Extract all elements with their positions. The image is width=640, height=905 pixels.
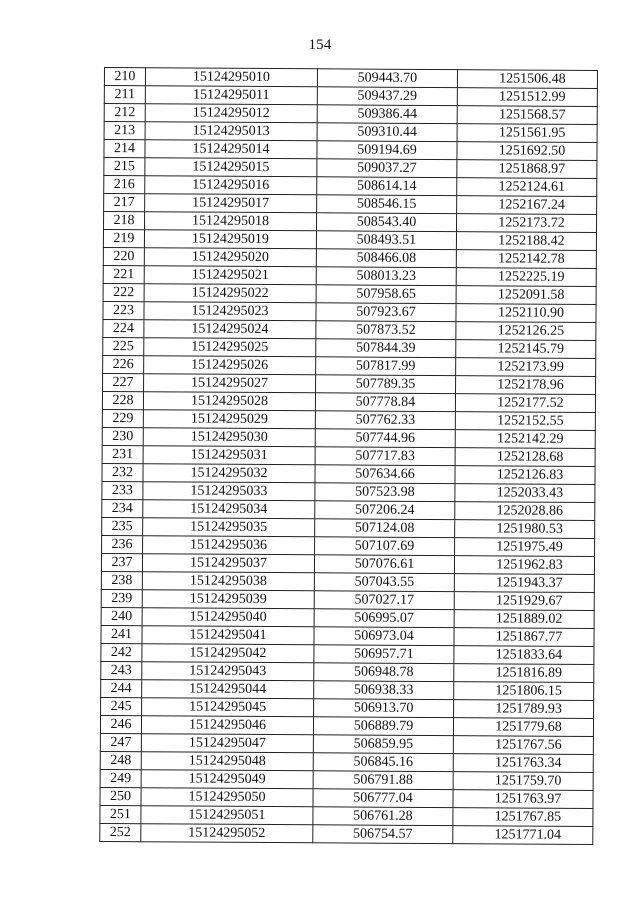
point-code-cell: 15124295018 xyxy=(145,212,317,231)
x-coordinate-cell: 509310.44 xyxy=(317,123,457,142)
y-coordinate-cell: 1251962.83 xyxy=(454,556,594,575)
point-number-cell: 235 xyxy=(102,517,143,535)
x-coordinate-cell: 507634.66 xyxy=(315,465,455,484)
x-coordinate-cell: 509386.44 xyxy=(317,105,457,124)
coordinates-table xyxy=(99,67,598,845)
x-coordinate-cell: 507844.39 xyxy=(316,339,456,358)
x-coordinate-cell: 508493.51 xyxy=(316,231,456,250)
x-coordinate-cell: 507778.84 xyxy=(315,393,455,412)
x-coordinate-cell: 506938.33 xyxy=(314,681,454,700)
y-coordinate-cell: 1251759.70 xyxy=(453,772,593,791)
point-number-cell: 236 xyxy=(102,535,143,553)
y-coordinate-cell: 1252028.86 xyxy=(455,502,595,521)
point-code-cell: 15124295016 xyxy=(145,176,317,195)
y-coordinate-cell: 1251867.77 xyxy=(454,628,594,647)
point-number-cell: 250 xyxy=(100,787,141,805)
y-coordinate-cell: 1252152.55 xyxy=(455,412,595,431)
x-coordinate-cell: 506777.04 xyxy=(313,789,453,808)
y-coordinate-cell: 1252145.79 xyxy=(456,340,596,359)
x-coordinate-cell: 509437.29 xyxy=(317,87,457,106)
point-code-cell: 15124295011 xyxy=(145,86,317,105)
point-code-cell: 15124295023 xyxy=(144,302,316,321)
y-coordinate-cell: 1251868.97 xyxy=(457,160,597,179)
y-coordinate-cell: 1251767.56 xyxy=(453,736,593,755)
y-coordinate-cell: 1252142.29 xyxy=(455,430,595,449)
y-coordinate-cell: 1251816.89 xyxy=(454,664,594,683)
y-coordinate-cell: 1252128.68 xyxy=(455,448,595,467)
point-code-cell: 15124295036 xyxy=(143,536,315,555)
x-coordinate-cell: 507206.24 xyxy=(315,501,455,520)
y-coordinate-cell: 1251561.95 xyxy=(457,124,597,143)
point-number-cell: 232 xyxy=(102,463,143,481)
point-number-cell: 225 xyxy=(103,337,144,355)
point-number-cell: 219 xyxy=(103,230,144,248)
point-code-cell: 15124295034 xyxy=(143,500,315,519)
page-number: 154 xyxy=(308,37,332,53)
point-number-cell: 217 xyxy=(104,194,145,212)
point-number-cell: 243 xyxy=(101,661,142,679)
y-coordinate-cell: 1251806.15 xyxy=(454,682,594,701)
y-coordinate-cell: 1251568.57 xyxy=(457,106,597,125)
x-coordinate-cell: 508466.08 xyxy=(316,249,456,268)
y-coordinate-cell: 1251975.49 xyxy=(455,538,595,557)
point-code-cell: 15124295052 xyxy=(141,824,313,843)
x-coordinate-cell: 506845.16 xyxy=(313,753,453,772)
x-coordinate-cell: 506761.28 xyxy=(313,807,453,826)
point-number-cell: 216 xyxy=(104,176,145,194)
y-coordinate-cell: 1252177.52 xyxy=(455,394,595,413)
point-number-cell: 229 xyxy=(102,409,143,427)
point-code-cell: 15124295035 xyxy=(143,518,315,537)
point-number-cell: 214 xyxy=(104,140,145,158)
x-coordinate-cell: 507076.61 xyxy=(314,555,454,574)
point-code-cell: 15124295012 xyxy=(145,104,317,123)
x-coordinate-cell: 506948.78 xyxy=(314,663,454,682)
point-number-cell: 227 xyxy=(103,373,144,391)
point-code-cell: 15124295031 xyxy=(143,446,315,465)
point-number-cell: 233 xyxy=(102,481,143,499)
x-coordinate-cell: 506859.95 xyxy=(313,735,453,754)
x-coordinate-cell: 508614.14 xyxy=(317,177,457,196)
y-coordinate-cell: 1251789.93 xyxy=(454,700,594,719)
y-coordinate-cell: 1251889.02 xyxy=(454,610,594,629)
point-code-cell: 15124295010 xyxy=(145,68,317,87)
point-number-cell: 244 xyxy=(101,679,142,697)
point-number-cell: 220 xyxy=(103,247,144,265)
point-code-cell: 15124295045 xyxy=(142,698,314,717)
x-coordinate-cell: 507523.98 xyxy=(315,483,455,502)
point-code-cell: 15124295029 xyxy=(143,410,315,429)
point-number-cell: 215 xyxy=(104,158,145,176)
point-code-cell: 15124295024 xyxy=(144,320,316,339)
point-code-cell: 15124295015 xyxy=(145,158,317,177)
point-number-cell: 231 xyxy=(102,445,143,463)
point-code-cell: 15124295040 xyxy=(142,608,314,627)
y-coordinate-cell: 1252126.83 xyxy=(455,466,595,485)
y-coordinate-cell: 1252033.43 xyxy=(455,484,595,503)
y-coordinate-cell: 1252178.96 xyxy=(456,376,596,395)
point-number-cell: 248 xyxy=(100,751,141,769)
x-coordinate-cell: 506995.07 xyxy=(314,609,454,628)
point-number-cell: 252 xyxy=(100,823,141,841)
x-coordinate-cell: 507817.99 xyxy=(316,357,456,376)
point-number-cell: 238 xyxy=(101,571,142,589)
point-number-cell: 218 xyxy=(104,212,145,230)
y-coordinate-cell: 1252173.99 xyxy=(456,358,596,377)
point-code-cell: 15124295042 xyxy=(142,644,314,663)
y-coordinate-cell: 1251771.04 xyxy=(453,826,593,845)
point-code-cell: 15124295050 xyxy=(141,788,313,807)
point-number-cell: 226 xyxy=(103,355,144,373)
point-number-cell: 241 xyxy=(101,625,142,643)
x-coordinate-cell: 509443.70 xyxy=(317,69,457,88)
point-code-cell: 15124295030 xyxy=(143,428,315,447)
point-number-cell: 213 xyxy=(104,122,145,140)
point-code-cell: 15124295017 xyxy=(145,194,317,213)
y-coordinate-cell: 1252188.42 xyxy=(456,232,596,251)
y-coordinate-cell: 1251692.50 xyxy=(457,142,597,161)
x-coordinate-cell: 507717.83 xyxy=(315,447,455,466)
point-number-cell: 230 xyxy=(102,427,143,445)
y-coordinate-cell: 1251763.34 xyxy=(453,754,593,773)
point-number-cell: 242 xyxy=(101,643,142,661)
point-code-cell: 15124295047 xyxy=(141,734,313,753)
y-coordinate-cell: 1252225.19 xyxy=(456,268,596,287)
point-number-cell: 239 xyxy=(101,589,142,607)
point-code-cell: 15124295041 xyxy=(142,626,314,645)
point-number-cell: 237 xyxy=(101,553,142,571)
x-coordinate-cell: 507107.69 xyxy=(315,537,455,556)
point-code-cell: 15124295027 xyxy=(144,374,316,393)
y-coordinate-cell: 1251767.85 xyxy=(453,808,593,827)
x-coordinate-cell: 506791.88 xyxy=(313,771,453,790)
point-number-cell: 247 xyxy=(100,733,141,751)
table-body xyxy=(100,68,598,845)
y-coordinate-cell: 1252124.61 xyxy=(457,178,597,197)
point-code-cell: 15124295013 xyxy=(145,122,317,141)
point-number-cell: 211 xyxy=(104,86,145,104)
x-coordinate-cell: 508546.15 xyxy=(317,195,457,214)
y-coordinate-cell: 1252091.58 xyxy=(456,286,596,305)
x-coordinate-cell: 507958.65 xyxy=(316,285,456,304)
x-coordinate-cell: 507789.35 xyxy=(316,375,456,394)
point-code-cell: 15124295014 xyxy=(145,140,317,159)
x-coordinate-cell: 506957.71 xyxy=(314,645,454,664)
point-code-cell: 15124295044 xyxy=(142,680,314,699)
x-coordinate-cell: 506913.70 xyxy=(314,699,454,718)
point-number-cell: 246 xyxy=(100,715,141,733)
point-number-cell: 224 xyxy=(103,319,144,337)
y-coordinate-cell: 1252110.90 xyxy=(456,304,596,323)
point-number-cell: 221 xyxy=(103,265,144,283)
x-coordinate-cell: 507873.52 xyxy=(316,321,456,340)
point-number-cell: 212 xyxy=(104,104,145,122)
x-coordinate-cell: 507762.33 xyxy=(315,411,455,430)
x-coordinate-cell: 506973.04 xyxy=(314,627,454,646)
y-coordinate-cell: 1251763.97 xyxy=(453,790,593,809)
y-coordinate-cell: 1252126.25 xyxy=(456,322,596,341)
point-code-cell: 15124295020 xyxy=(144,248,316,267)
point-code-cell: 15124295049 xyxy=(141,770,313,789)
x-coordinate-cell: 507124.08 xyxy=(315,519,455,538)
point-code-cell: 15124295032 xyxy=(143,464,315,483)
point-number-cell: 245 xyxy=(101,697,142,715)
y-coordinate-cell: 1251779.68 xyxy=(453,718,593,737)
x-coordinate-cell: 506889.79 xyxy=(313,717,453,736)
x-coordinate-cell: 507744.96 xyxy=(315,429,455,448)
point-number-cell: 223 xyxy=(103,301,144,319)
point-code-cell: 15124295026 xyxy=(144,356,316,375)
point-code-cell: 15124295048 xyxy=(141,752,313,771)
point-code-cell: 15124295022 xyxy=(144,284,316,303)
point-code-cell: 15124295051 xyxy=(141,806,313,825)
point-code-cell: 15124295039 xyxy=(142,590,314,609)
y-coordinate-cell: 1252167.24 xyxy=(457,196,597,215)
point-code-cell: 15124295037 xyxy=(142,554,314,573)
point-number-cell: 234 xyxy=(102,499,143,517)
table-row xyxy=(100,823,593,844)
y-coordinate-cell: 1251980.53 xyxy=(455,520,595,539)
y-coordinate-cell: 1252173.72 xyxy=(457,214,597,233)
y-coordinate-cell: 1251833.64 xyxy=(454,646,594,665)
point-number-cell: 222 xyxy=(103,283,144,301)
y-coordinate-cell: 1252142.78 xyxy=(456,250,596,269)
x-coordinate-cell: 509037.27 xyxy=(317,159,457,178)
point-number-cell: 249 xyxy=(100,769,141,787)
point-code-cell: 15124295021 xyxy=(144,266,316,285)
y-coordinate-cell: 1251506.48 xyxy=(457,70,597,89)
point-number-cell: 210 xyxy=(104,68,145,86)
point-code-cell: 15124295025 xyxy=(144,338,316,357)
point-code-cell: 15124295028 xyxy=(143,392,315,411)
y-coordinate-cell: 1251512.99 xyxy=(457,88,597,107)
x-coordinate-cell: 507027.17 xyxy=(314,591,454,610)
x-coordinate-cell: 508013.23 xyxy=(316,267,456,286)
point-code-cell: 15124295046 xyxy=(141,716,313,735)
point-number-cell: 251 xyxy=(100,805,141,823)
y-coordinate-cell: 1251929.67 xyxy=(454,592,594,611)
point-code-cell: 15124295038 xyxy=(142,572,314,591)
point-number-cell: 228 xyxy=(102,391,143,409)
x-coordinate-cell: 509194.69 xyxy=(317,141,457,160)
x-coordinate-cell: 508543.40 xyxy=(317,213,457,232)
y-coordinate-cell: 1251943.37 xyxy=(454,574,594,593)
coordinates-table-wrapper xyxy=(99,67,598,845)
point-number-cell: 240 xyxy=(101,607,142,625)
point-code-cell: 15124295033 xyxy=(143,482,315,501)
point-code-cell: 15124295043 xyxy=(142,662,314,681)
x-coordinate-cell: 507043.55 xyxy=(314,573,454,592)
x-coordinate-cell: 506754.57 xyxy=(313,825,453,844)
point-code-cell: 15124295019 xyxy=(144,230,316,249)
x-coordinate-cell: 507923.67 xyxy=(316,303,456,322)
